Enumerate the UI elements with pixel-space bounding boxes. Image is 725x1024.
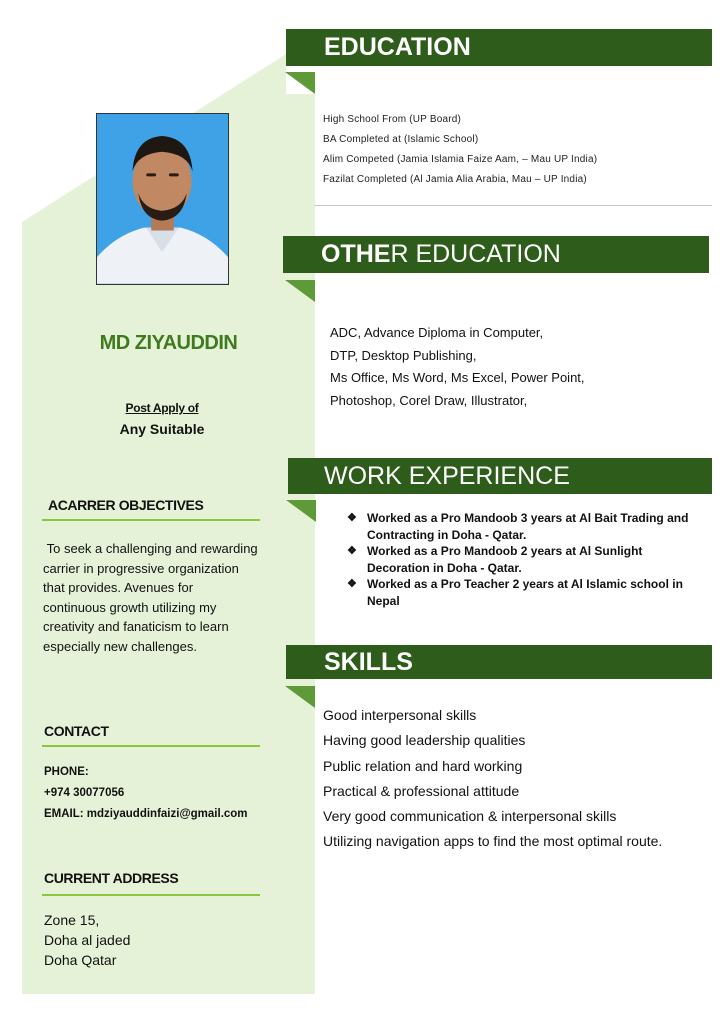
skill-item: Practical & professional attitude: [323, 782, 520, 799]
education-corner-triangle: [285, 72, 315, 94]
education-list: [323, 110, 597, 190]
address-line: Doha al jaded: [44, 932, 131, 948]
work-item-text: Worked as a Pro Teacher 2 years at Al Islamic school in Nepal: [367, 577, 683, 608]
work-item-text: Worked as a Pro Mandoob 3 years at Al Bait Trading and Contracting in Doha - Qatar.: [367, 511, 689, 542]
diamond-bullet-icon: ❖: [347, 545, 357, 557]
work-item: [347, 510, 702, 543]
education-heading: EDUCATION: [324, 33, 471, 61]
other-education-heading-bold: OTHE: [321, 240, 391, 268]
other-education-item: ADC, Advance Diploma in Computer,: [330, 325, 544, 340]
other-education-heading-rest: R EDUCATION: [390, 240, 561, 268]
skill-item: Having good leadership qualities: [323, 732, 526, 749]
skill-item: Public relation and hard working: [323, 757, 523, 774]
other-education-item: Photoshop, Corel Draw, Illustrator,: [330, 392, 528, 408]
address-line: Zone 15,: [44, 912, 100, 928]
address-heading: CURRENT ADDRESS: [44, 870, 179, 886]
other-education-heading-bar: [283, 236, 709, 273]
skills-corner-triangle: [285, 686, 315, 708]
diamond-bullet-icon: ❖: [347, 512, 357, 524]
other-education-list: [330, 322, 585, 412]
skills-heading: SKILLS: [324, 648, 413, 676]
education-item: BA Completed at (Islamic School): [323, 134, 479, 145]
work-item: [347, 543, 702, 576]
skill-item: Very good communication & interpersonal skills: [323, 808, 617, 825]
objectives-divider: [42, 519, 260, 521]
address-divider: [42, 894, 260, 896]
objectives-text-content: To seek a challenging and rewarding carrier in progressive organization that provides. Avenues for continuous growth utilizing my creativity and fanaticism to learn especially new challenges.: [43, 541, 258, 654]
person-name: MD ZIYAUDDIN: [99, 332, 238, 354]
address-line: Doha Qatar: [44, 952, 117, 968]
education-item: High School From (UP Board): [323, 114, 462, 125]
skill-item: Utilizing navigation apps to find the most optimal route.: [323, 833, 663, 850]
education-divider: [315, 205, 712, 206]
education-item: Fazilat Completed (Al Jamia Alia Arabia, Mau – UP India): [323, 174, 587, 185]
other-education-corner-triangle: [285, 280, 315, 302]
diamond-bullet-icon: ❖: [347, 578, 357, 590]
email-value: EMAIL: mdziyauddinfaizi@gmail.com: [44, 808, 248, 820]
phone-value: +974 30077056: [44, 787, 125, 799]
other-education-item: Ms Office, Ms Word, Ms Excel, Power Point,: [330, 370, 585, 385]
work-item: [347, 576, 702, 609]
contact-divider: [42, 745, 260, 747]
post-apply-label: Post Apply of: [125, 401, 199, 415]
work-item-text: Worked as a Pro Mandoob 2 years at Al Sunlight Decoration in Doha - Qatar.: [367, 544, 643, 575]
work-corner-triangle: [286, 500, 316, 522]
address-details: [44, 910, 130, 970]
objectives-text: [43, 539, 258, 656]
work-heading-bar: [288, 458, 712, 494]
education-item: Alim Competed (Jamia Islamia Faize Aam, – Mau UP India): [323, 154, 598, 165]
other-education-item: DTP, Desktop Publishing,: [330, 347, 477, 363]
skills-heading-bar: [286, 645, 712, 679]
work-list: [347, 510, 702, 609]
skills-list: [323, 703, 662, 855]
post-apply-value: Any Suitable: [119, 421, 205, 437]
contact-heading: CONTACT: [44, 723, 109, 739]
objectives-heading: ACARRER OBJECTIVES: [48, 497, 204, 513]
phone-label: PHONE:: [44, 766, 89, 778]
profile-photo: [96, 113, 229, 285]
contact-details: [44, 762, 248, 825]
education-heading-bar: [286, 29, 712, 66]
work-heading: WORK EXPERIENCE: [324, 462, 570, 490]
skill-item: Good interpersonal skills: [323, 707, 477, 723]
